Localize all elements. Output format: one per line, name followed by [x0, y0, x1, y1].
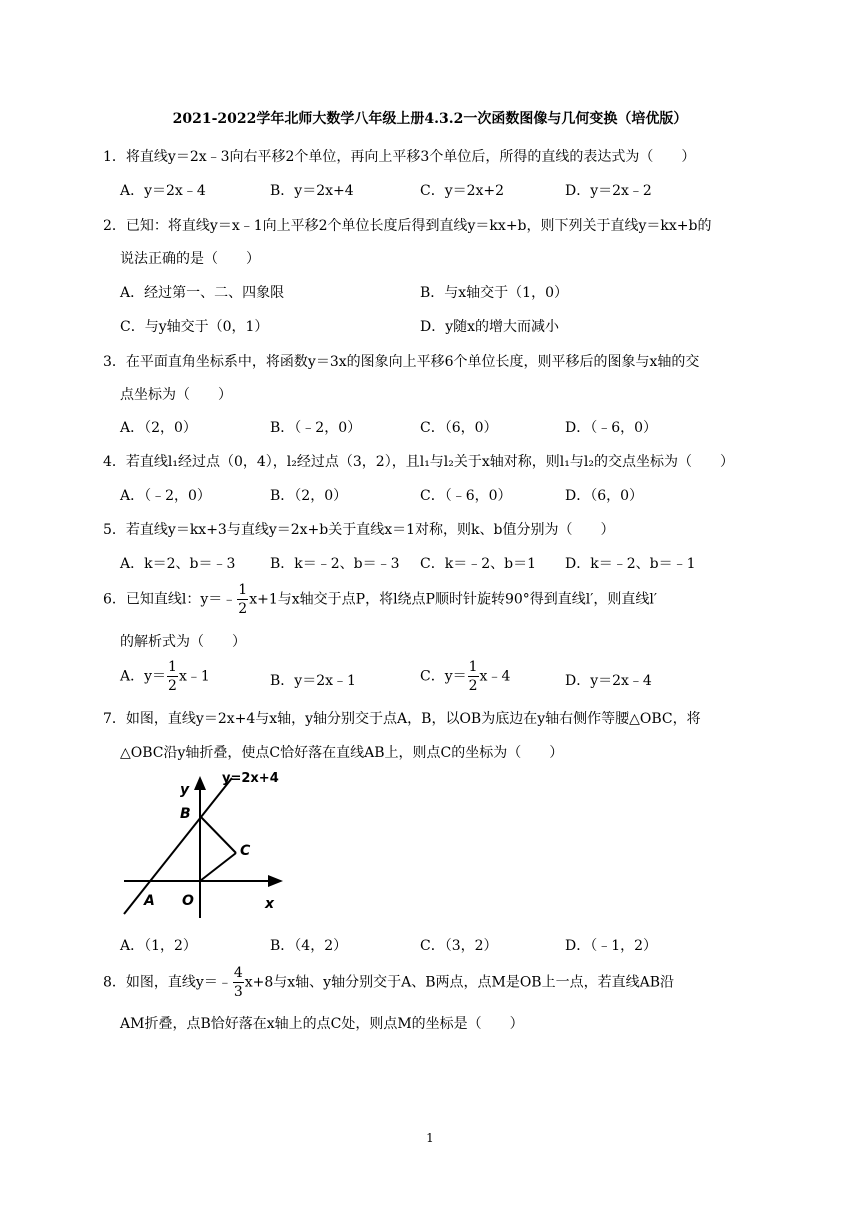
question-6-stem: 6．已知直线l：y＝﹣ $\frac{1}{2}$ x+1与x轴交于点P，将l绕点P顺时针旋转90°得到直线l′，则直线l′	[103, 582, 658, 617]
segment-bc	[200, 816, 236, 853]
question-6-option-d: D．y＝2x﹣4	[565, 673, 652, 689]
question-4-option-c: C．（﹣6，0）	[420, 488, 512, 504]
point-c-label: C	[240, 843, 251, 859]
question-4-option-a: A．（﹣2，0）	[120, 488, 211, 504]
question-2-option-a: A．经过第一、二、四象限	[120, 285, 285, 301]
question-1-stem: 1．将直线y＝2x﹣3向右平移2个单位，再向上平移3个单位后，所得的直线的表达式为（ ）	[103, 149, 696, 165]
x-axis-arrow	[268, 875, 283, 887]
question-4-stem: 4．若直线l₁经过点（0，4），l₂经过点（3，2），且l₁与l₂关于x轴对称，则l₁与l₂的交点坐标为（ ）	[103, 454, 734, 470]
document-title: 2021-2022学年北师大数学八年级上册4.3.2一次函数图像与几何变换（培优版）	[172, 111, 688, 127]
line-ab	[124, 778, 232, 914]
question-6-option-b: B．y＝2x﹣1	[270, 673, 356, 689]
fraction: $\frac{1}{2}$	[168, 659, 177, 694]
fraction: $\frac{1}{2}$	[468, 659, 478, 694]
question-7-option-c: C．（3，2）	[420, 938, 498, 954]
question-3-option-a: A．（2，0）	[120, 420, 197, 436]
point-a-label: A	[144, 893, 155, 909]
question-7-stem-cont: △OBC沿y轴折叠，使点C恰好落在直线AB上，则点C的坐标为（ ）	[120, 745, 564, 761]
y-axis-arrow	[194, 776, 206, 790]
question-2-stem: 2．已知：将直线y＝x﹣1向上平移2个单位长度后得到直线y＝kx+b，则下列关于直线y＝kx+b的	[103, 218, 712, 234]
page-number: 1	[426, 1131, 434, 1145]
question-5-option-a: A．k＝2、b＝﹣3	[120, 556, 236, 572]
origin-label: O	[182, 893, 194, 909]
question-8-stem: 8．如图，直线y＝﹣ $\frac{4}{3}$ x+8与x轴、y轴分别交于A、B两点，点M是OB上一点，若直线AB沿	[103, 965, 674, 1000]
question-3-option-c: C．（6，0）	[420, 420, 498, 436]
question-4-option-d: D．（6，0）	[565, 488, 644, 504]
question-3-stem-cont: 点坐标为（ ）	[120, 387, 232, 403]
question-1-option-a: A．y＝2x﹣4	[120, 183, 206, 199]
x-axis-label: x	[265, 896, 275, 912]
question-3-option-d: D．（﹣6，0）	[565, 420, 658, 436]
question-6-stem-cont: 的解析式为（ ）	[120, 634, 246, 650]
question-4-option-b: B．（2，0）	[270, 488, 348, 504]
question-6-option-c: C．y＝ $\frac{1}{2}$ x﹣4	[420, 659, 511, 694]
question-7-option-a: A．（1，2）	[120, 938, 197, 954]
question-2-option-c: C．与y轴交于（0，1）	[120, 319, 269, 335]
line-label: y=2x+4	[222, 771, 279, 786]
question-2-option-b: B．与x轴交于（1，0）	[420, 285, 568, 301]
question-1-option-d: D．y＝2x﹣2	[565, 183, 652, 199]
question-2-option-d: D．y随x的增大而减小	[420, 319, 560, 335]
question-8-stem-cont: AM折叠，点B恰好落在x轴上的点C处，则点M的坐标是（ ）	[120, 1016, 524, 1032]
question-5-option-d: D．k＝﹣2、b＝﹣1	[565, 556, 696, 572]
question-7-figure	[120, 768, 290, 923]
question-5-option-b: B．k＝﹣2、b＝﹣3	[270, 556, 400, 572]
y-axis-label: y	[180, 782, 190, 798]
question-7-stem: 7．如图，直线y＝2x+4与x轴，y轴分别交于点A，B，以OB为底边在y轴右侧作等腰△OBC，将	[103, 711, 701, 727]
question-3-stem: 3．在平面直角坐标系中，将函数y＝3x的图象向上平移6个单位长度，则平移后的图象与x轴的交	[103, 354, 700, 370]
question-5-stem: 5．若直线y＝kx+3与直线y＝2x+b关于直线x＝1对称，则k、b值分别为（ ）	[103, 522, 615, 538]
fraction: $\frac{4}{3}$	[233, 965, 243, 1000]
segment-co	[200, 853, 236, 881]
question-7-option-d: D．（﹣1，2）	[565, 938, 658, 954]
question-5-option-c: C．k＝﹣2、b＝1	[420, 556, 536, 572]
question-2-stem-cont: 说法正确的是（ ）	[120, 251, 260, 267]
question-3-option-b: B．（﹣2，0）	[270, 420, 362, 436]
question-1-option-b: B．y＝2x+4	[270, 183, 354, 199]
question-7-option-b: B．（4，2）	[270, 938, 348, 954]
question-6-option-a: A．y＝ $\frac{1}{2}$ x﹣1	[120, 659, 210, 694]
point-b-label: B	[180, 806, 191, 822]
question-1-option-c: C．y＝2x+2	[420, 183, 505, 199]
fraction: $\frac{1}{2}$	[238, 582, 248, 617]
